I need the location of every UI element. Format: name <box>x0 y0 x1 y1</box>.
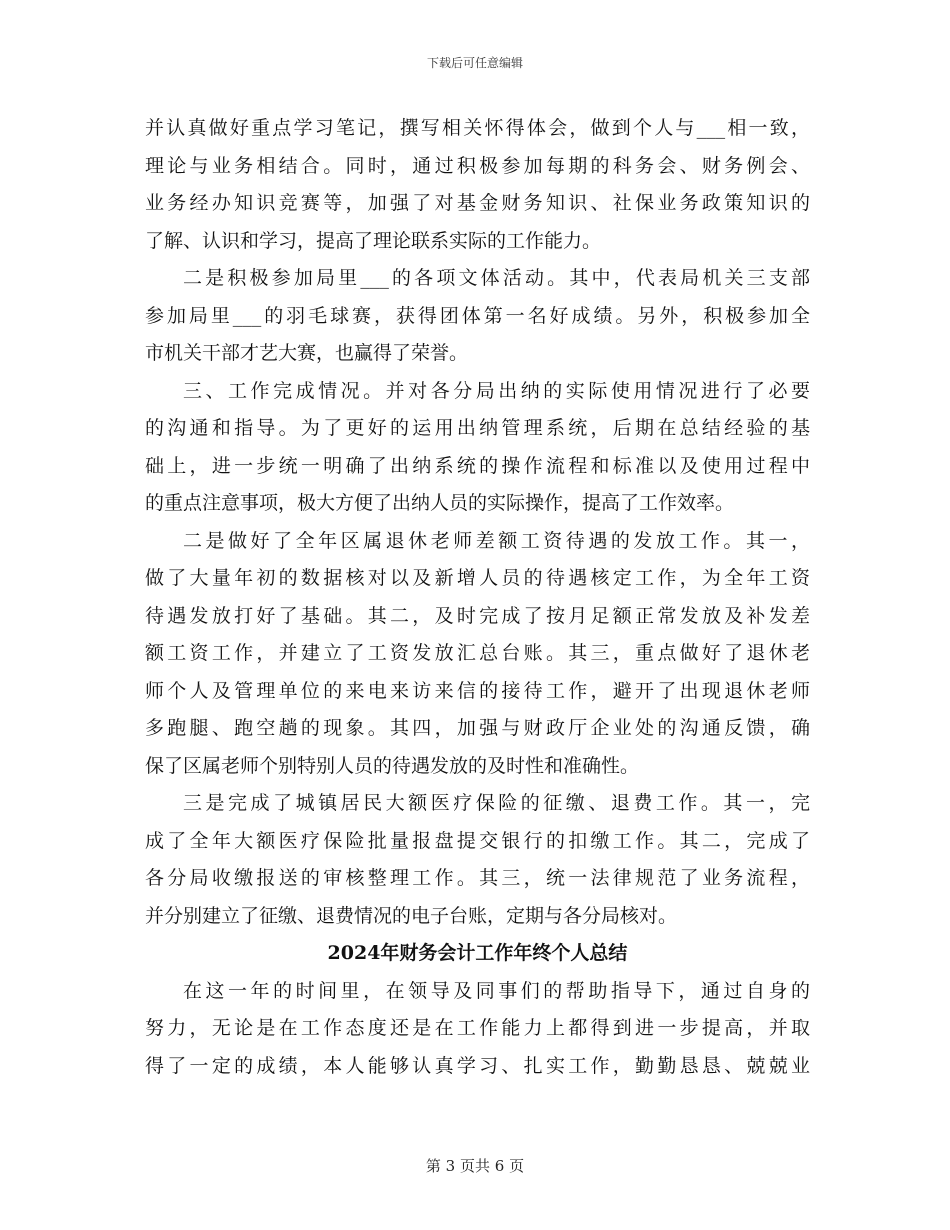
paragraph-line: 三、工作完成情况。并对各分局出纳的实际使用情况进行了必要 <box>183 379 810 402</box>
paragraph-line: 并认真做好重点学习笔记，撰写相关怀得体会，做到个人与___相一致， <box>145 117 810 139</box>
paragraph-line: 理论与业务相结合。同时，通过积极参加每期的科务会、财务例会、 <box>145 154 810 177</box>
paragraph-line: 础上，进一步统一明确了出纳系统的操作流程和标准以及使用过程中 <box>145 454 810 477</box>
paragraph-line: 的沟通和指导。为了更好的运用出纳管理系统，后期在总结经验的基 <box>145 417 810 439</box>
paragraph-line: 了解、认识和学习，提高了理论联系实际的工作能力。 <box>145 229 602 252</box>
section-title: 2024年财务会计工作年终个人总结 <box>327 942 628 964</box>
paragraph-line: 额工资工作，并建立了工资发放汇总台账。其三，重点做好了退休老 <box>145 642 810 664</box>
paragraph-line: 二是积极参加局里___的各项文体活动。其中，代表局机关三支部 <box>183 267 810 289</box>
paragraph-line: 二是做好了全年区属退休老师差额工资待遇的发放工作。其一， <box>183 529 810 552</box>
paragraph-line: 各分局收缴报送的审核整理工作。其三，统一法律规范了业务流程， <box>145 867 810 889</box>
paragraph-line: 多跑腿、跑空趟的现象。其四，加强与财政厅企业处的沟通反馈，确 <box>145 717 810 739</box>
paragraph-line: 市机关干部才艺大赛，也赢得了荣誉。 <box>145 342 469 364</box>
document-body <box>145 110 810 1085</box>
paragraph-line: 成了全年大额医疗保险批量报盘提交银行的扣缴工作。其二，完成了 <box>145 829 810 852</box>
paragraph-line: 保了区属老师个别特别人员的待遇发放的及时性和准确性。 <box>145 754 640 777</box>
paragraph-line: 三是完成了城镇居民大额医疗保险的征缴、退费工作。其一，完 <box>183 792 810 814</box>
paragraph-line: 并分别建立了征缴、退费情况的电子台账，定期与各分局核对。 <box>145 904 678 927</box>
paragraph-line: 得了一定的成绩，本人能够认真学习、扎实工作，勤勤恳恳、兢兢业 <box>145 1054 810 1077</box>
paragraph-line: 做了大量年初的数据核对以及新增人员的待遇核定工作，为全年工资 <box>145 567 810 589</box>
paragraph-line: 参加局里___的羽毛球赛，获得团体第一名好成绩。另外，积极参加全 <box>145 304 810 327</box>
paragraph-line: 在这一年的时间里，在领导及同事们的帮助指导下，通过自身的 <box>183 979 810 1002</box>
page-header-note: 下载后可任意编辑 <box>426 56 523 70</box>
paragraph-line: 师个人及管理单位的来电来访来信的接待工作，避开了出现退休老师 <box>145 679 810 702</box>
paragraph-line: 待遇发放打好了基础。其二，及时完成了按月足额正常发放及补发差 <box>145 604 810 627</box>
page-number-footer: 第 3 页共 6 页 <box>425 1157 525 1175</box>
paragraph-line: 业务经办知识竞赛等，加强了对基金财务知识、社保业务政策知识的 <box>145 192 810 214</box>
paragraph-line: 努力，无论是在工作态度还是在工作能力上都得到进一步提高，并取 <box>145 1017 810 1039</box>
paragraph-line: 的重点注意事项，极大方便了出纳人员的实际操作，提高了工作效率。 <box>145 492 735 514</box>
